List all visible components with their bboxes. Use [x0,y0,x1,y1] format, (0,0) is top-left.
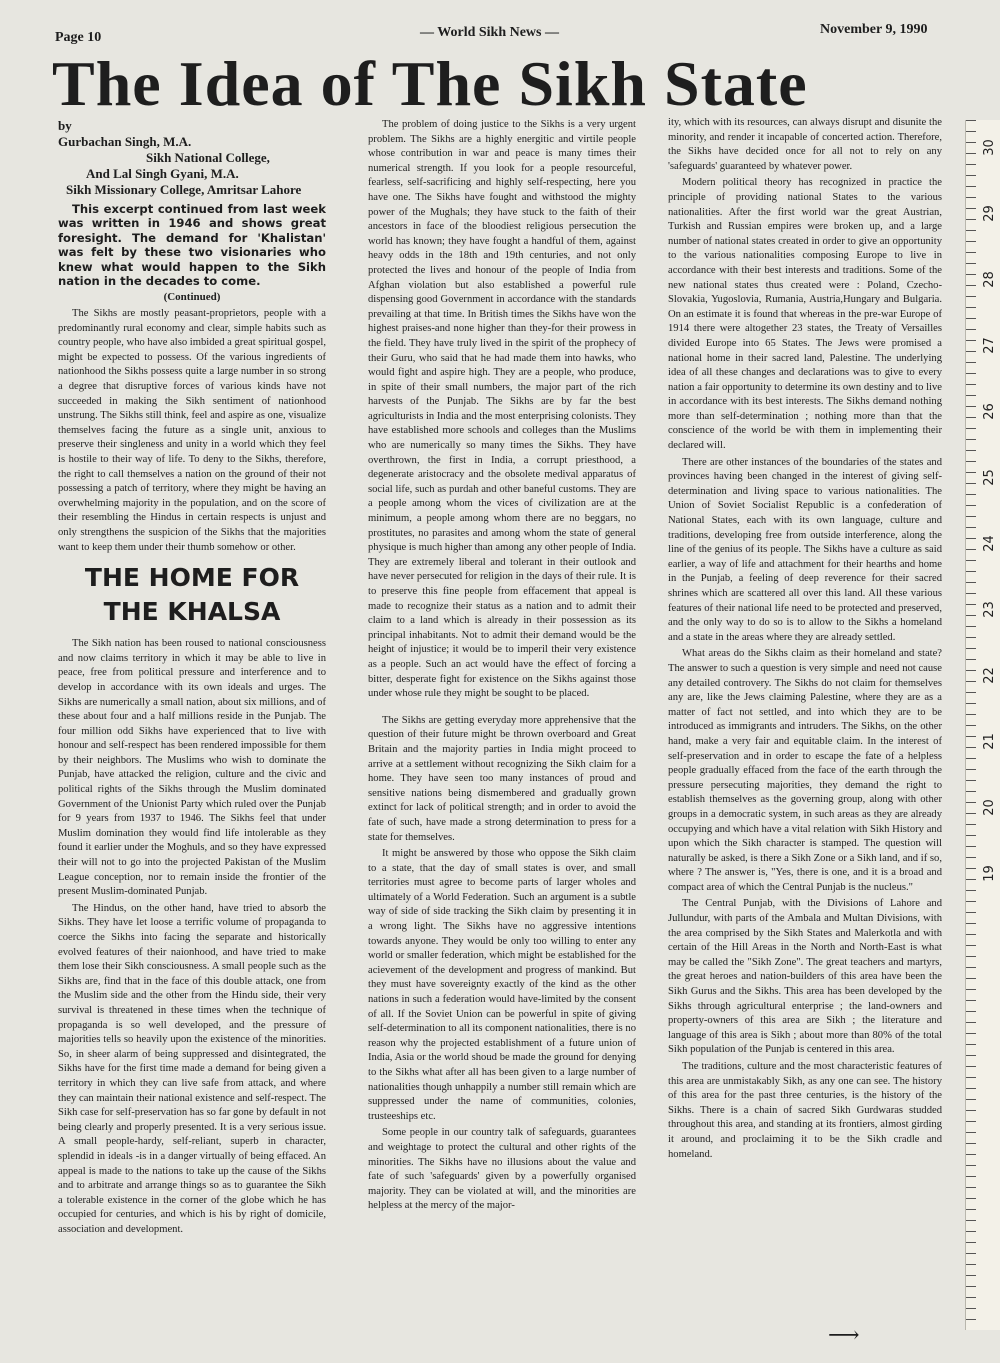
column-2-paragraphs [368,118,636,702]
column-1 [58,118,326,1353]
ruler-number: 20 [982,799,998,816]
body-paragraph: The traditions, culture and the most characteristic features of this area are unmistakably Sikh, as any one can see. The history of this area for the past three centuries, is the history of the Sikhs. There is a chain of sacred Sikh Gurdwaras studded throughout this area, and standing at its frontiers, almost girding it around, and proclaiming it to be the Sikh cradle and homeland. [668,1061,942,1160]
column-3-paragraphs [668,116,942,1162]
continue-arrow-icon: ⟶ [828,1322,860,1347]
column-2 [368,118,636,1353]
byline-college-2: Sikh Missionary College, Amritsar Lahore [66,182,302,197]
byline-author-1: Gurbachan Singh, M.A. [58,134,192,149]
ruler-number: 24 [982,535,998,552]
body-paragraph: The problem of doing justice to the Sikhs is a very urgent problem. The Sikhs are a highly energitic and virtile people whose contribution in war and peace is many times their numerical strength. If you look for a people resourceful, fearless, self-sacrificing and highly self-respecting, here you have one. The Sikhs have fought and withstood the mighty power of the Mughals; they have stuck to the faith of their ancestors in face of the bloodiest religious persecution the world has known; they have fought a handful of them, against heavy odds in the 18th and 19th centuries, and not only protected the lives and honour of the people of India from Afghan violation but also established a powerful rule dispensing good Government in accordance with the standards prevailing at that time. In British times the Sikhs have won the highest praises-and none higher than they-for their prowess in the field. They have truly lived in the spirit of the prophecy of their Guru, who said that he had made them into hawks, who would fight and aspire high. They are a people, who produce, in spite of their small numbers, the major part of the rich harvests of the Punjab. The Sikhs are by far the best agriculturists in India and the most enterprising colonists. They have established more schools and colleges than the Muslims who are numerically so many times the Sikhs. They have overthrown, the first in India, a corrupt priesthood, a degenerate aristocracy and the obsolete medival apparatus of social life, such as purdah and other baneful customs. They are a people among whom the vices of civilization are at the minimum, a people among whom there are no beggars, no prostitutes, no parasites and among whom the state of general physique is much higher than among any other people of India. They are extremely liberal and tolerant in their outlook and have never persecuted for religion in the days of their rule. It is to preserve this fine people from effacement that appeal is made to recognize their status as a nation and to admit their claim to a land which is already in their possession as its principal inhabitants. Not to admit their demand would be the height of injustice; it would be to imperil their very existence as a people. Such an act would have the effect of forcing a bitter, desperate fight for existence on the Sikhs against those under whose rule they might be sought to be placed. [368,119,636,700]
body-paragraph: Some people in our country talk of safeguards, guarantees and weightage to protect the cultural and other rights of the minorities. The Sikhs have no illusions about the value and fate of such 'safeguards' given by a powerfully organised majority. They can be violated at will, and the minorities are helpless at the mercy of the major- [368,1127,636,1212]
column-2-paragraphs-after-gap [368,714,636,1214]
body-paragraph: There are other instances of the boundaries of the states and provinces having been changed in the interest of giving self-determination and living space to various nationalities. The Union of Soviet Socialist Republic is a confederation of National States, each with its own language, culture and traditions, developing free from outside interference, along the line of the genius of its people. The Sikhs have a culture as said earlier, a way of life and attachment for their hearths and home in the Punjab, a feeling of deep reverence for their sacred shrines which are scattered all over this land. All these various features of their national life need to be protected and preserved, and the only way to do so is to allow to the Sikhs a homeland and a state in the areas where they are already settled. [668,456,942,643]
body-paragraph: The Sikhs are mostly peasant-proprietors, people with a predominantly rural economy and clear, simple habits such as country people, who have also imbided a great spiritual gospel, might be expected to possess. Of the various ingredients of nationhood the Sikhs possess quite a large number in so strong a degree that disruptive forces of various kinds have not succeeded in making the Sikh sentiment of nationhood unstrung. The Sikhs still think, feel and aspire as one, visualize themselves facing the future as a single unit, anxious to preserve their singleness and unity in a world which they feel is hostile to their way of life. To deny to the Sikhs, therefore, the right to call themselves a nation on the ground of their not possessing a patch of territory, where they might be having an overwhelming majority in the population, and on the score of their resembling the Hindus in certain respects is unjust and only strengthens the suspicion of the Sikhs that the majorities want to keep them under their thumb somehow or other. [58,308,326,553]
ruler-number: 22 [982,667,998,684]
editor-intro: This excerpt continued from last week was written in 1946 and shows great foresight. The demand for 'Khalistan' was felt by these two visionaries who knew what would happen to the Sikh nation in the decades to come. [58,202,326,289]
ruler-number: 30 [982,139,998,156]
byline-author-2: And Lal Singh Gyani, M.A. [86,166,239,181]
body-paragraph: The Sikh nation has been roused to national consciousness and now claims territory in which it may be able to live in peace, free from political pressure and interference and to develop in accordance with its own ideals and urges. The Sikhs are numerically a small nation, about six millions, and of these about four and a half millions reside in the Punjab. The four million odd Sikhs have experienced that to live with honour and self-respect has been rendered impossible for them by their neighbors. The Muslims who wish to dominate the Punjab, have attacked the religion, culture and the civic and political rights of the Sikhs through the Muslim dominated Government of the Unionist Party which ruled over the Punjab for 9 years from 1937 to 1946. The Sikhs feel that under Muslim domination they would find life intolerable as they found it earlier under the Moghuls, and so they have expressed their will not to go into the projected Pakistan of the Muslim League conception, nor to remain inside the frontier of the present Muslim-dominated Punjab. [58,638,326,898]
body-paragraph: Modern political theory has recognized in practice the principle of providing national States to the various nationalities. After the first world war the great Austrian, Turkish and Russian empires were broken up, and a large number of national states created in order to give an opportunity to the various nationalities composing Europe to live in accordance with their best interests and traditions. Some of the new national states thus created were : Poland, Czecho-Slovakia, Yugoslovia, Rumania, Austria,Hungary and Bulgaria. On an estimate it is found that whereas in the pre-war Europe of 1914 there were altogether 23 states, the Treaty of Versailles divided Europe into 65 States. The Jews were promised a national home in their sacred land, Palestine. The underlying idea of all these changes and declarations was to give to every nation a fair opportunity to determine its own destiny and to live in accordance with its best interests. The Sikhs demand nothing more than self-determination ; nothing more than that the conscience of the world be with them in implementing their declared will. [668,177,942,452]
byline-by: by [58,118,72,133]
ruler-number: 29 [982,205,998,222]
ruler-number: 23 [982,601,998,618]
byline-college-1: Sikh National College, [146,150,270,165]
body-paragraph: What areas do the Sikhs claim as their homeland and state? The answer to such a question is very simple and need not cause any detailed controvery. The Sikhs do not claim for themselves any are, like the Jews claiming Palestine, where they are as a matter of fact not settled, and into which they are to be introduced as immigrants and intruders. The Sikhs, on the other hand, make a very fair and equitable claim. In the interest of self-preservation and in order to escape the fate of a helpless people gradually effaced from the face of the earth through the pressure persecuting majorities, they demand the right to establish themselves as the governing group, along with other groups in a democratic system, in such areas as they are already occupying and which have a vital relation with Sikh History and upon which the Sikh character is stamped. The question will naturally be asked, is there a Sikh Zone or a Sikh land, and if so, where ? The answer is, "Yes, there is one, and it is a broad and compact area of which the Central Punjab is the nucleus." [668,648,942,893]
body-paragraph: The Sikhs are getting everyday more apprehensive that the question of their future might be thrown overboard and Great Britain and the majority parties in India might proceed to arrive at a settlement without recognizing the Sikh claim for a home. They have seen too many instances of proud and sensitive nations being dismembered and gradually grown extinct for lack of political strength; and in order to avoid the fate of such, have made a strong determination to press for a state for themselves. [368,714,636,843]
section-subheading: THE HOME FOR THE KHALSA [84,563,300,627]
ruler-number: 28 [982,271,998,288]
byline [58,118,326,198]
continued-note: (Continued) [163,291,221,304]
page-number: Page 10 [55,30,102,45]
ruler-number: 25 [982,469,998,486]
measuring-ruler [965,120,1000,1330]
issue-date: November 9, 1990 [820,22,928,37]
ruler-number: 19 [982,865,998,882]
page-header [0,22,1000,44]
body-paragraph: It might be answered by those who oppose the Sikh claim to a state, that the day of small states is over, and small territories must agree to become parts of larger wholes and ultimately of a World Federation. Such an argument is a subtle way of side of side tracking the Sikh claim by presenting it in a wrong light. The Sikhs have no aggressive intentions towards anyone. They would be only too willing to enter any world or smaller federation, which might be established for the acievement of the development and progress of mankind. But they must have sovereignty exactly of the kind as the other nations in such a federation would have-limited by the consent of all. If the Soviet Union can be powerful in spite of giving self-determination to all its component nationalities, there is no reason why the projected establishment of a future union of India, Asia or the world shoud be made the ground for denying to the Sikhs what after all has been given to a large number of nationalities though unhappily a number still remain which are suppressed under the name of communities, colonies, trusteeships etc. [368,848,636,1122]
body-paragraph: The Hindus, on the other hand, have tried to absorb the Sikhs. They have let loose a terrific volume of propaganda to coerce the Sikhs into facing the separate and historically evolved features of their naionhood, and have tried to make them lose their Sikh consciousness. A small people such as the Sikhs are, find that in the face of this double attack, one from the Muslim side and the other from the Hindu side, their very survival is threatened in these times when the technique of propaganda is so well developed, and the pressure of majorities tells so heavily upon the existence of the minorities. So, in sheer alarm of being suppressed and disintegrated, the Sikhs have for the first time made a demand for being given a territory in which they can live safe from attack, and where they can maintain their national existence and self-respect. The Sikh case for self-preservation has so far gone by default in not being clearly and properly presented. It is a very serious issue. A small people-hardy, self-reliant, superb in character, splendid in ideals -is in a danger virtually of being effaced. An appeal is made to the nations to take up the cause of the Sikhs and to arbitrate and arrange things so as to guarantee the Sikh a tolerable existence in the corner of the globe which he has occupied for centuries, and which is his by right of domicile, association and development. [58,902,326,1235]
column-3 [668,116,942,1331]
ruler-number: 26 [982,403,998,420]
article-title: The Idea of The Sikh State [52,48,808,119]
ruler-number: 21 [982,733,998,750]
column-1-paragraphs-after-subheading [58,637,326,1237]
ruler-number: 27 [982,337,998,354]
publication-name: — World Sikh News — [420,25,559,40]
column-1-paragraphs [58,307,326,555]
body-paragraph: ity, which with its resources, can always disrupt and disunite the minority, and render it incapable of concerted action. Therefore, the Sikhs have decided once for all not to rely on any 'safeguards' guaranteed by whatever power. [668,117,942,172]
body-paragraph: The Central Punjab, with the Divisions of Lahore and Jullundur, with parts of the Ambala and Multan Divisions, with the area comprised by the Sikh States and Malerkotla and with certain of the Hill Areas in the North and North-East is what may be called the "Sikh Zone". The great teachers and martyrs, the great heroes and nation-builders of this area have been the Sikh Gurus and the Sikhs. This area has been developed by the Sikhs through agricultural enterprise ; the land-owners and property-owners of this area are Sikh ; the literature and language of this area is Sikh ; about more than 80% of the total Sikh population of the Punjab is centered in this area. [668,898,942,1056]
column-2-gap [368,704,636,714]
